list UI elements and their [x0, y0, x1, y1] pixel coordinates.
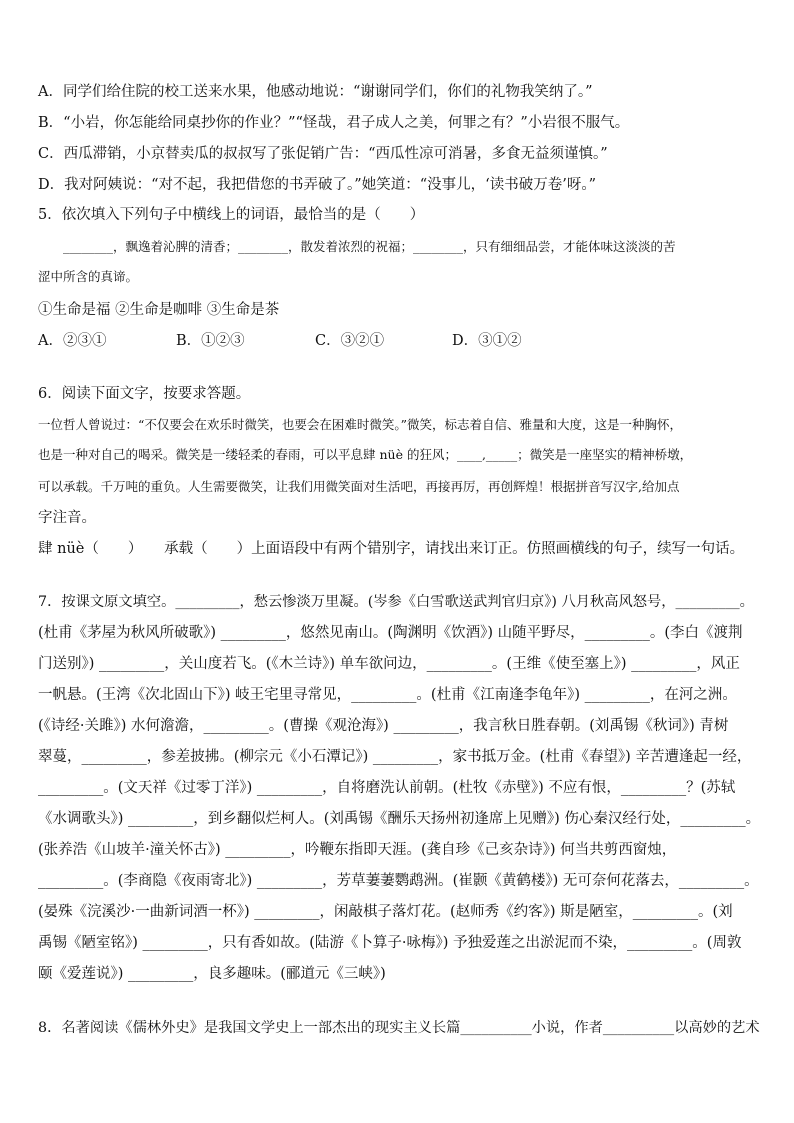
q5-stem: 5．依次填入下列句子中横线上的词语，最恰当的是（ ）	[38, 207, 425, 223]
q7-line-10: _________。(李商隐《夜雨寄北》) _________，芳草萋萋鹦鹉洲。(崔颢《黄鹤楼》) 无可奈何花落去，_________。	[38, 873, 759, 889]
q7-line-12: 禹锡《陋室铭》) _________，只有香如故。(陆游《卜算子·咏梅》) 予独爱莲之出淤泥而不染，_________。(周敦	[38, 935, 742, 951]
q7-line-11: (晏殊《浣溪沙·一曲新词酒一杯》) _________，闲敲棋子落灯花。(赵师秀《约客》) 斯是陋室，_________。(刘	[38, 904, 733, 920]
q4-option-c: C．西瓜滞销，小京替卖瓜的叔叔写了张促销广告：“西瓜性凉可消暑，多食无益须谨慎。”	[38, 146, 608, 162]
q6-stem: 6．阅读下面文字，按要求答题。	[38, 386, 251, 402]
q7-line-3: 门送别》) _________，关山度若飞。(《木兰诗》) 单车欲问边，_________。(王维《使至塞上》) _________，风正	[38, 656, 740, 672]
q6-task-line: 肆 nüè（ ） 承载（ ）上面语段中有两个错别字，请找出来订正。仿照画横线的句子，续写一句话。	[38, 541, 745, 557]
q5-passage-line-1: ________，飘逸着沁脾的清香；________，散发着浓烈的祝福；________，只有细细品尝，才能体味这淡淡的苦	[38, 239, 676, 254]
q5-passage-line-2: 涩中所含的真谛。	[38, 269, 139, 284]
q7-line-9: (张养浩《山坡羊·潼关怀古》) _________，吟鞭东指即天涯。(龚自珍《己亥杂诗》) 何当共剪西窗烛，	[38, 842, 677, 858]
q7-line-8: 《水调歌头》) _________，到乡翻似烂柯人。(刘禹锡《酬乐天扬州初逢席上见赠》) 伤心秦汉经行处，_________。	[38, 811, 761, 827]
q7-line-4: 一帆悬。(王湾《次北固山下》) 岐王宅里寻常见，_________。(杜甫《江南逢李龟年》) _________，在河之洲。	[38, 687, 737, 703]
q7-line-5: (《诗经·关雎》) 水何澹澹，_________。(曹操《观沧海》) _________，我言秋日胜春朝。(刘禹锡《秋词》) 青树	[38, 718, 729, 734]
q4-option-b: B．“小岩，你怎能给同桌抄你的作业？”“怪哉，君子成人之美，何罪之有？”小岩很不服气。	[38, 115, 630, 131]
q7-line-1: 7．按课文原文填空。_________，愁云惨淡万里凝。(岑参《白雪歌送武判官归京》) 八月秋高风怒号，_________。	[38, 594, 754, 610]
q7-line-13: 颐《爱莲说》) _________，良多趣味。(郦道元《三峡》)	[38, 966, 386, 982]
q5-items: ①生命是福 ②生命是咖啡 ③生命是茶	[38, 302, 280, 318]
q7-line-2: (杜甫《茅屋为秋风所破歌》) _________，悠然见南山。(陶渊明《饮酒》) 山随平野尽，_________。(李白《渡荆	[38, 625, 743, 641]
q6-passage-line-3: 可以承载。千万吨的重负。人生需要微笑，让我们用微笑面对生活吧，再接再厉，再创辉煌！根据拼音写汉字,给加点	[38, 479, 680, 494]
q7-line-7: _________。(文天祥《过零丁洋》) _________，自将磨洗认前朝。(杜牧《赤壁》) 不应有恨，_________？(苏轼	[38, 780, 736, 796]
q6-passage-line-4: 字注音。	[38, 510, 96, 526]
q5-choice-b: B．①②③	[176, 333, 245, 349]
q4-option-a: A．同学们给住院的校工送来水果，他感动地说：“谢谢同学们，你们的礼物我笑纳了。”	[38, 84, 593, 100]
q5-choice-a: A．②③①	[38, 333, 107, 349]
q6-passage-line-1: 一位哲人曾说过：“不仅要会在欢乐时微笑，也要会在困难时微笑。”微笑，标志着自信、雅量和大度，这是一种胸怀，	[38, 417, 683, 432]
q8-line-1: 8．名著阅读《儒林外史》是我国文学史上一部杰出的现实主义长篇__________小说，作者__________以高妙的艺术	[38, 1020, 760, 1036]
q5-choice-c: C．③②①	[315, 333, 385, 349]
q7-line-6: 翠蔓，_________，参差披拂。(柳宗元《小石潭记》) _________，家书抵万金。(杜甫《春望》) 辛苦遭逢起一经，	[38, 749, 752, 765]
q6-passage-line-2: 也是一种对自己的喝采。微笑是一缕轻柔的春雨，可以平息肆 nüè 的狂风；____,_____；微笑是一座坚实的精神桥墩，	[38, 447, 693, 462]
q5-choice-d: D．③①②	[452, 333, 522, 349]
q4-option-d: D．我对阿姨说：“对不起，我把借您的书弄破了。”她笑道：“没事儿，‘读书破万卷’呀。”	[38, 177, 596, 193]
